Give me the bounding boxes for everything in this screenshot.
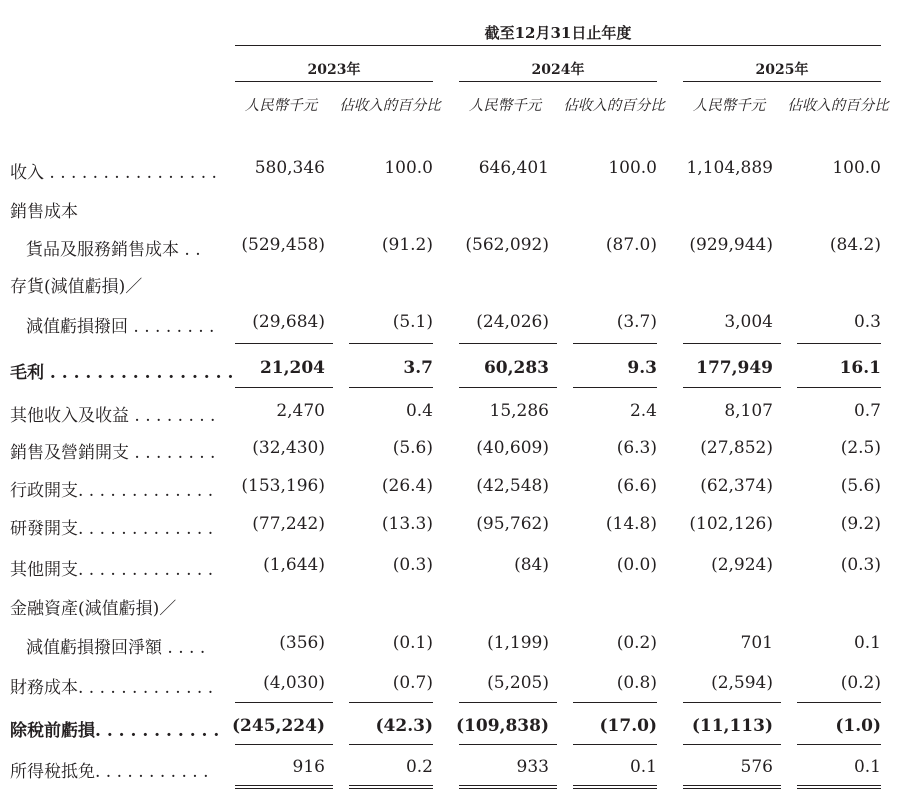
year-rule-2023 <box>235 81 433 82</box>
column-rule <box>349 744 433 745</box>
row-value: 21,204 <box>259 358 325 378</box>
column-rule <box>797 788 881 789</box>
year-2024: 2024年 <box>531 62 585 78</box>
row-value: 9.3 <box>627 358 657 378</box>
row-label: 存貨(減值虧損)／ <box>10 277 143 297</box>
unit-pct-2024: 佔收入的百分比 <box>563 98 665 114</box>
column-rule <box>797 387 881 388</box>
column-rule <box>235 785 333 786</box>
year-2025: 2025年 <box>755 62 809 78</box>
row-value: 2.4 <box>629 401 657 421</box>
column-rule <box>459 343 557 344</box>
row-value: (0.3) <box>392 555 433 575</box>
row-value: (5.1) <box>392 312 433 332</box>
row-value: 0.7 <box>853 401 881 421</box>
row-label: 減值虧損撥回 . . . . . . . . <box>26 317 215 337</box>
row-value: (5.6) <box>392 438 433 458</box>
row-value: (62,374) <box>700 476 773 496</box>
row-value: (9.2) <box>840 514 881 534</box>
row-label: 銷售成本 <box>10 202 78 222</box>
row-label: 收入 . . . . . . . . . . . . . . . . <box>10 163 217 183</box>
column-rule <box>349 387 433 388</box>
row-value: (2.5) <box>840 438 881 458</box>
row-value: (84) <box>514 555 549 575</box>
row-value: (6.3) <box>616 438 657 458</box>
header-rule <box>235 45 881 46</box>
row-value: 0.4 <box>405 401 433 421</box>
row-value: (6.6) <box>616 476 657 496</box>
row-label: 所得稅抵免. . . . . . . . . . . <box>10 762 209 782</box>
column-rule <box>683 387 781 388</box>
row-value: (14.8) <box>605 514 657 534</box>
column-rule <box>459 788 557 789</box>
row-value: 576 <box>740 757 773 777</box>
unit-rmb-2025: 人民幣千元 <box>692 98 766 114</box>
row-value: (40,609) <box>476 438 549 458</box>
column-rule <box>573 387 657 388</box>
row-value: (24,026) <box>476 312 549 332</box>
row-value: (95,762) <box>476 514 549 534</box>
row-label: 銷售及營銷開支 . . . . . . . . <box>10 443 216 463</box>
row-value: (32,430) <box>252 438 325 458</box>
row-value: 933 <box>516 757 549 777</box>
row-value: (0.2) <box>840 673 881 693</box>
row-value: (0.2) <box>616 633 657 653</box>
row-value: (0.3) <box>840 555 881 575</box>
row-label: 行政開支. . . . . . . . . . . . . <box>10 481 214 501</box>
row-value: 0.2 <box>405 757 433 777</box>
column-rule <box>797 343 881 344</box>
column-rule <box>573 702 657 703</box>
year-rule-2025 <box>683 81 881 82</box>
column-rule <box>349 788 433 789</box>
year-2023: 2023年 <box>307 62 361 78</box>
row-value: (3.7) <box>616 312 657 332</box>
column-rule <box>349 785 433 786</box>
row-value: (13.3) <box>381 514 433 534</box>
row-value: 0.1 <box>629 757 657 777</box>
row-label: 財務成本. . . . . . . . . . . . . <box>10 678 214 698</box>
row-value: (26.4) <box>381 476 433 496</box>
row-value: 100.0 <box>608 158 657 178</box>
row-value: 60,283 <box>483 358 549 378</box>
row-value: (77,242) <box>252 514 325 534</box>
column-rule <box>349 343 433 344</box>
year-rule-2024 <box>459 81 657 82</box>
row-value: (4,030) <box>263 673 325 693</box>
row-label: 毛利 . . . . . . . . . . . . . . . . <box>10 363 234 383</box>
column-rule <box>235 744 333 745</box>
row-value: (11,113) <box>691 716 773 736</box>
row-value: 100.0 <box>832 158 881 178</box>
row-value: 916 <box>292 757 325 777</box>
column-rule <box>797 785 881 786</box>
row-value: 8,107 <box>724 401 773 421</box>
row-value: 646,401 <box>478 158 549 178</box>
column-rule <box>683 702 781 703</box>
row-value: (91.2) <box>381 235 433 255</box>
unit-pct-2025: 佔收入的百分比 <box>787 98 889 114</box>
row-value: 580,346 <box>254 158 325 178</box>
row-value: 0.1 <box>853 757 881 777</box>
unit-pct-2023: 佔收入的百分比 <box>339 98 441 114</box>
row-value: (42,548) <box>476 476 549 496</box>
row-value: (87.0) <box>605 235 657 255</box>
row-value: (1,199) <box>487 633 549 653</box>
column-rule <box>235 387 333 388</box>
row-value: 2,470 <box>276 401 325 421</box>
row-label: 研發開支. . . . . . . . . . . . . <box>10 519 214 539</box>
row-label: 金融資產(減值虧損)／ <box>10 599 177 619</box>
row-value: (42.3) <box>375 716 433 736</box>
column-rule <box>349 702 433 703</box>
unit-rmb-2024: 人民幣千元 <box>468 98 542 114</box>
row-value: (562,092) <box>465 235 549 255</box>
row-value: 3.7 <box>403 358 433 378</box>
row-value: 1,104,889 <box>686 158 773 178</box>
unit-rmb-2023: 人民幣千元 <box>244 98 318 114</box>
column-rule <box>235 702 333 703</box>
row-value: (2,924) <box>711 555 773 575</box>
row-label: 貨品及服務銷售成本 . . <box>26 240 201 260</box>
column-rule <box>797 744 881 745</box>
row-value: (5,205) <box>487 673 549 693</box>
column-rule <box>683 343 781 344</box>
row-value: (1,644) <box>263 555 325 575</box>
row-value: 701 <box>740 633 773 653</box>
row-label: 除稅前虧損. . . . . . . . . . . <box>10 721 220 741</box>
row-value: (529,458) <box>241 235 325 255</box>
column-rule <box>235 788 333 789</box>
column-rule <box>797 702 881 703</box>
row-value: (17.0) <box>599 716 657 736</box>
row-value: (0.7) <box>392 673 433 693</box>
column-rule <box>459 785 557 786</box>
row-value: 3,004 <box>724 312 773 332</box>
row-value: (102,126) <box>689 514 773 534</box>
row-value: (929,944) <box>689 235 773 255</box>
row-value: (0.0) <box>616 555 657 575</box>
column-rule <box>683 785 781 786</box>
column-rule <box>459 387 557 388</box>
row-value: (109,838) <box>456 716 549 736</box>
row-value: (1.0) <box>835 716 881 736</box>
row-label: 其他收入及收益 . . . . . . . . <box>10 406 216 426</box>
row-value: 177,949 <box>696 358 773 378</box>
column-rule <box>459 744 557 745</box>
row-label: 減值虧損撥回淨額 . . . . <box>26 638 206 658</box>
column-rule <box>235 343 333 344</box>
column-rule <box>683 788 781 789</box>
row-value: 16.1 <box>839 358 881 378</box>
row-value: (2,594) <box>711 673 773 693</box>
row-value: (0.8) <box>616 673 657 693</box>
column-rule <box>573 788 657 789</box>
row-value: (27,852) <box>700 438 773 458</box>
row-value: (245,224) <box>232 716 325 736</box>
row-value: 15,286 <box>489 401 549 421</box>
row-value: (5.6) <box>840 476 881 496</box>
row-value: (84.2) <box>829 235 881 255</box>
row-value: 0.3 <box>853 312 881 332</box>
row-value: (153,196) <box>241 476 325 496</box>
row-label: 其他開支. . . . . . . . . . . . . <box>10 560 214 580</box>
row-value: (29,684) <box>252 312 325 332</box>
period-title: 截至12月31日止年度 <box>484 24 632 42</box>
column-rule <box>683 744 781 745</box>
column-rule <box>459 702 557 703</box>
row-value: (356) <box>279 633 325 653</box>
row-value: 0.1 <box>853 633 881 653</box>
row-value: 100.0 <box>384 158 433 178</box>
row-value: (0.1) <box>392 633 433 653</box>
column-rule <box>573 785 657 786</box>
column-rule <box>573 744 657 745</box>
column-rule <box>573 343 657 344</box>
